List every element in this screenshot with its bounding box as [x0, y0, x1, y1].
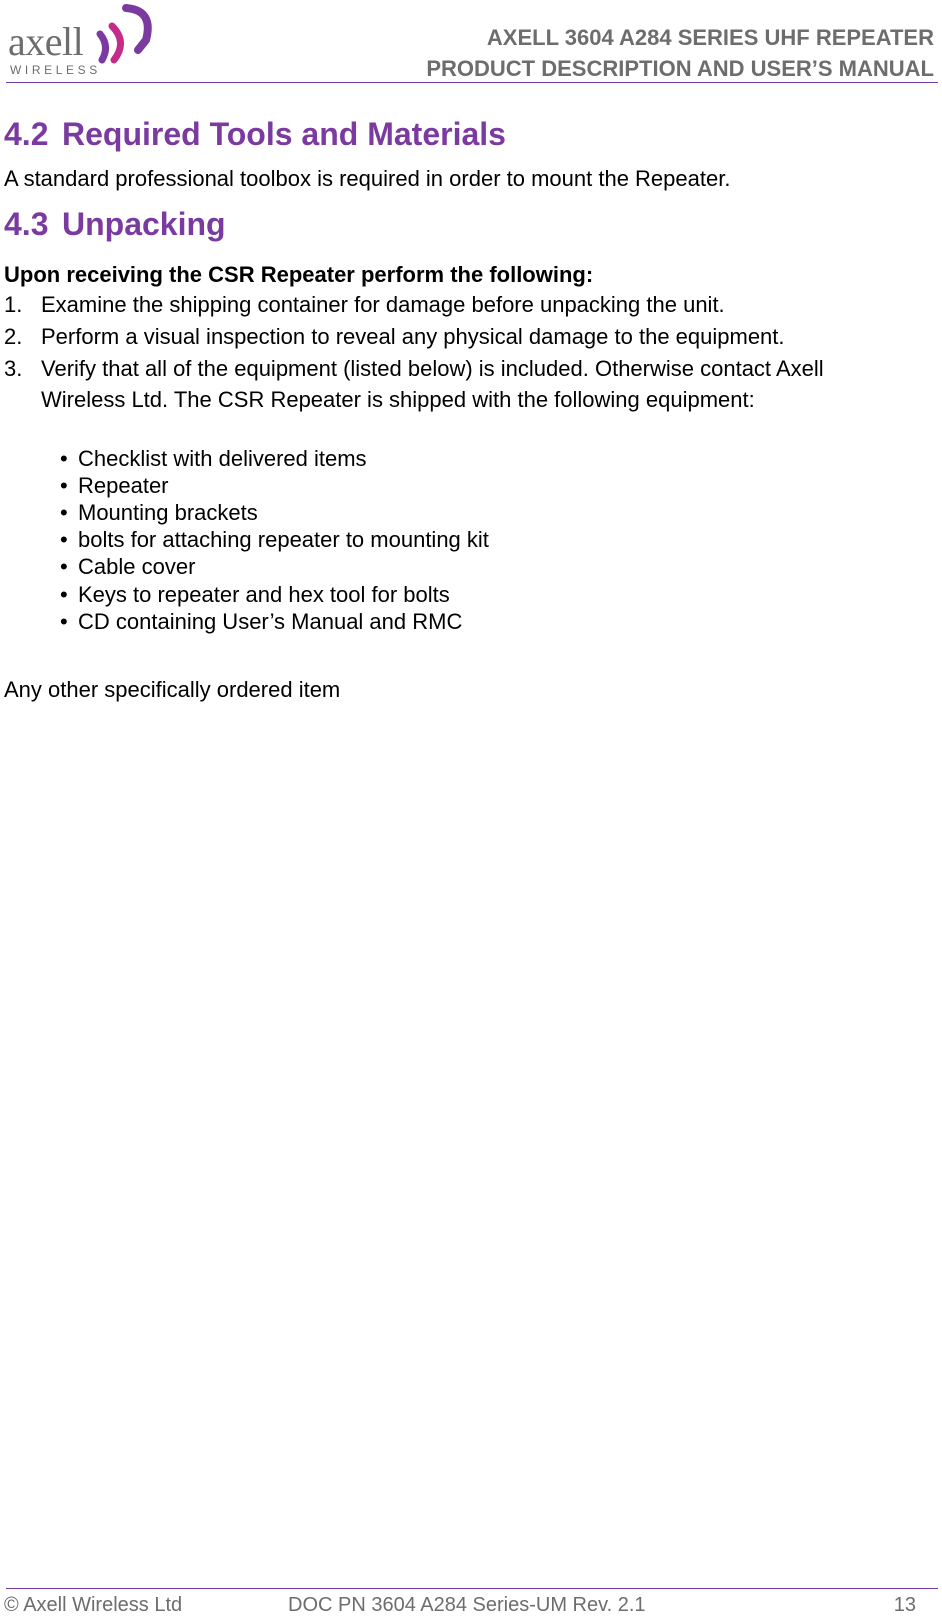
- footer-divider: [6, 1588, 938, 1589]
- bullet-icon: •: [60, 446, 68, 471]
- tools-paragraph: A standard professional toolbox is required in order to mount the Repeater.: [4, 166, 731, 191]
- unpacking-lead: Upon receiving the CSR Repeater perform the following:: [4, 262, 594, 287]
- section-heading-tools: [4, 118, 506, 150]
- bullet-icon: •: [60, 527, 68, 552]
- axell-wireless-logo: [8, 2, 158, 78]
- step-number: 1.: [4, 292, 23, 317]
- footer-doc-number: DOC PN 3604 A284 Series-UM Rev. 2.1: [288, 1594, 646, 1616]
- bullet-icon: •: [60, 473, 68, 498]
- logo-wordmark: axell: [8, 19, 84, 64]
- bullet-icon: •: [60, 609, 68, 634]
- bullet-icon: •: [60, 582, 68, 607]
- closing-paragraph: Any other specifically ordered item: [4, 677, 341, 702]
- section-title: Required Tools and Materials: [62, 116, 506, 152]
- bullet-icon: •: [60, 500, 68, 525]
- step-number: 3.: [4, 356, 23, 381]
- logo-subtitle: WIRELESS: [10, 63, 101, 77]
- section-title: Unpacking: [62, 206, 226, 242]
- header-title-line1: AXELL 3604 A284 SERIES UHF REPEATER: [486, 25, 934, 50]
- step-text-continued: Wireless Ltd. The CSR Repeater is shipped with the following equipment:: [41, 387, 755, 412]
- section-heading-unpacking: [4, 208, 226, 240]
- step-text: Perform a visual inspection to reveal any physical damage to the equipment.: [41, 324, 785, 349]
- page-number: 13: [893, 1594, 916, 1616]
- step-number: 2.: [4, 324, 23, 349]
- footer-copyright: © Axell Wireless Ltd: [4, 1594, 183, 1616]
- header-divider: [6, 82, 938, 83]
- bullet-icon: •: [60, 554, 68, 579]
- step-text: Verify that all of the equipment (listed below) is included. Otherwise contact Axell: [41, 356, 824, 381]
- header-title-line2: PRODUCT DESCRIPTION AND USER’S MANUAL: [426, 56, 934, 81]
- step-text: Examine the shipping container for damage before unpacking the unit.: [41, 292, 725, 317]
- logo-signal-icon: [92, 2, 158, 64]
- section-number: 4.3: [4, 206, 49, 242]
- section-number: 4.2: [4, 116, 49, 152]
